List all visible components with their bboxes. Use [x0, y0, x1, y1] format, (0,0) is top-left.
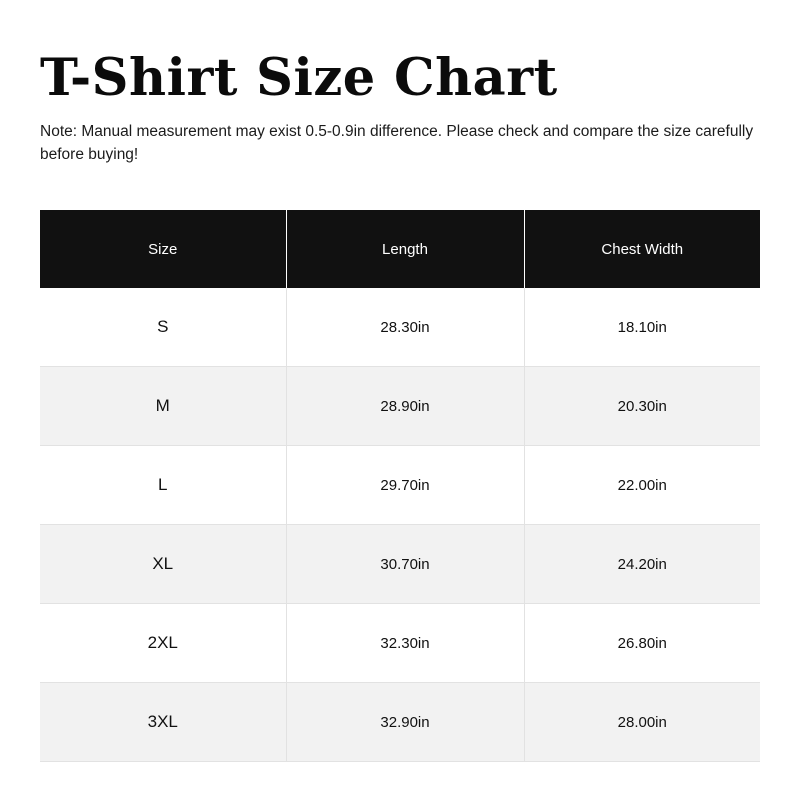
- cell-chest-width: 26.80in: [524, 604, 760, 683]
- table-header-row: [40, 210, 760, 288]
- cell-size: L: [40, 446, 286, 525]
- table-row: [40, 367, 760, 446]
- table-header: [40, 210, 760, 288]
- cell-chest-width: 24.20in: [524, 525, 760, 604]
- cell-length: 32.30in: [286, 604, 524, 683]
- table-row: [40, 604, 760, 683]
- cell-length: 32.90in: [286, 683, 524, 762]
- page-title: T-Shirt Size Chart: [40, 48, 558, 108]
- cell-length: 29.70in: [286, 446, 524, 525]
- cell-chest-width: 18.10in: [524, 288, 760, 367]
- cell-size: XL: [40, 525, 286, 604]
- table-row: [40, 288, 760, 367]
- table-row: [40, 683, 760, 762]
- table-row: [40, 446, 760, 525]
- measurement-note: Note: Manual measurement may exist 0.5-0.9in difference. Please check and compare the size carefully before buying!: [40, 122, 754, 163]
- size-chart-table: [40, 210, 760, 762]
- cell-length: 28.30in: [286, 288, 524, 367]
- column-header-length: Length: [286, 210, 524, 288]
- cell-chest-width: 28.00in: [524, 683, 760, 762]
- size-chart-table-wrapper: [40, 210, 760, 762]
- cell-length: 30.70in: [286, 525, 524, 604]
- table-row: [40, 525, 760, 604]
- cell-size: 2XL: [40, 604, 286, 683]
- cell-chest-width: 22.00in: [524, 446, 760, 525]
- cell-size: 3XL: [40, 683, 286, 762]
- cell-size: S: [40, 288, 286, 367]
- cell-size: M: [40, 367, 286, 446]
- column-header-chest-width: Chest Width: [524, 210, 760, 288]
- column-header-size: Size: [40, 210, 286, 288]
- cell-length: 28.90in: [286, 367, 524, 446]
- table-body: [40, 288, 760, 762]
- cell-chest-width: 20.30in: [524, 367, 760, 446]
